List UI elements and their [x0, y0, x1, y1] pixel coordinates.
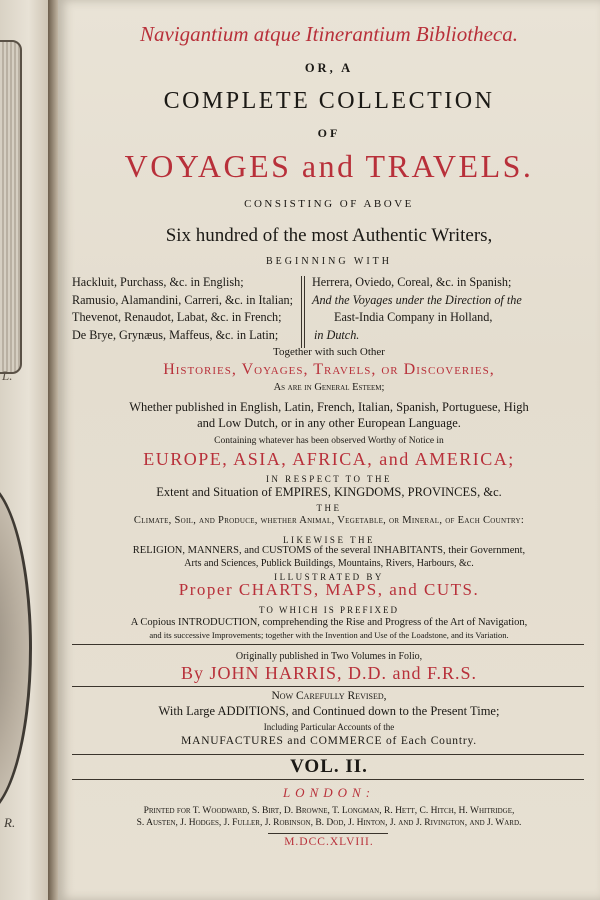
- complete-collection-heading: COMPLETE COLLECTION: [163, 88, 495, 114]
- beginning-with-line: BEGINNING WITH: [266, 256, 392, 267]
- writers-left-item: Thevenot, Renaudot, Labat, &c. in French;: [72, 310, 282, 324]
- of-line: OF: [317, 126, 341, 140]
- writers-right-column: [312, 274, 522, 344]
- as-are-in-line: As are in General Esteem;: [273, 382, 385, 393]
- in-respect-to-the-line: IN RESPECT TO THE: [265, 474, 393, 484]
- engraving-script-top: L.: [2, 368, 13, 383]
- engraving-portrait-oval: [0, 480, 32, 816]
- column-divider: [304, 276, 305, 348]
- engraving-script-bottom: R.: [4, 815, 16, 830]
- extent-line: Extent and Situation of EMPIRES, KINGDOMS, PROVINCES, &c.: [156, 485, 502, 499]
- histories-line: Histories, Voyages, Travels, or Discoveries,: [163, 361, 495, 378]
- together-with-line: Together with such Other: [273, 346, 385, 358]
- with-large-additions-line: With Large ADDITIONS, and Continued down to the Present Time;: [158, 704, 500, 718]
- writers-right-item: East-India Company in Holland,: [334, 310, 493, 324]
- proper-charts-line: Proper CHARTS, MAPS, and CUTS.: [178, 580, 480, 599]
- whether-published-line-2: and Low Dutch, or in any other European Language.: [197, 416, 461, 430]
- to-which-is-prefixed-line: TO WHICH IS PREFIXED: [259, 605, 399, 615]
- continents-line: EUROPE, ASIA, AFRICA, and AMERICA;: [143, 449, 515, 469]
- horizontal-rule: [72, 779, 584, 780]
- whether-published-line-1: Whether published in English, Latin, French, Italian, Spanish, Portuguese, High: [129, 400, 529, 414]
- originally-published-line: Originally published in Two Volumes in Folio,: [235, 651, 423, 662]
- manufactures-line: MANUFACTURES and COMMERCE of Each Country.: [181, 735, 477, 747]
- engraving-plate-top: [0, 40, 22, 374]
- arts-line: Arts and Sciences, Publick Buildings, Mountains, Rivers, Harbours, &c.: [184, 558, 474, 569]
- title-page: [58, 0, 600, 900]
- writers-left-item: Hackluit, Purchass, &c. in English;: [72, 275, 244, 289]
- horizontal-rule: [72, 754, 584, 755]
- including-particular-line: Including Particular Accounts of the: [263, 722, 395, 732]
- consisting-of-above-line: CONSISTING OF ABOVE: [244, 198, 414, 210]
- writers-left-item: Ramusio, Alamandini, Carreri, &c. in Italian;: [72, 292, 294, 307]
- introduction-line-2: and its successive Improvements; together with the Invention and Use of the Loadstone, and its Variation.: [149, 630, 509, 640]
- climate-line: Climate, Soil, and Produce, whether Animal, Vegetable, or Mineral, of Each Country:: [133, 515, 525, 526]
- horizontal-rule: [72, 686, 584, 687]
- column-divider: [301, 276, 302, 348]
- horizontal-rule: [72, 644, 584, 645]
- writers-right-item: And the Voyages under the Direction of the: [312, 292, 522, 307]
- latin-title: Navigantium atque Itinerantium Bibliotheca.: [140, 22, 518, 46]
- writers-left-column: [72, 274, 293, 344]
- the-line: THE: [316, 503, 342, 513]
- writers-right-item: in Dutch.: [314, 327, 360, 342]
- printers-line-1: Printed for T. Woodward, S. Birt, D. Browne, T. Longman, R. Hett, C. Hitch, H. Whitridge,: [143, 806, 515, 816]
- frontispiece-page: [0, 0, 52, 900]
- short-rule: [268, 833, 388, 834]
- london-line: LONDON:: [282, 785, 376, 800]
- now-carefully-revised-line: Now Carefully Revised,: [271, 690, 387, 702]
- introduction-line-1: A Copious INTRODUCTION, comprehending the Rise and Progress of the Art of Navigation,: [130, 617, 528, 628]
- six-hundred-writers-line: Six hundred of the most Authentic Writers,: [165, 225, 493, 246]
- volume-line: VOL. II.: [290, 756, 368, 777]
- or-a-line: OR, A: [304, 61, 354, 75]
- printers-line-2: S. Austen, J. Hodges, J. Fuller, J. Robinson, B. Dod, J. Hinton, J. and J. Rivington, and J. Ward.: [136, 818, 522, 828]
- voyages-and-travels-heading: VOYAGES and TRAVELS.: [124, 148, 534, 184]
- illustrated-by-line: ILLUSTRATED BY: [274, 572, 384, 582]
- writers-right-item: Herrera, Oviedo, Coreal, &c. in Spanish;: [312, 275, 512, 289]
- religion-line: RELIGION, MANNERS, and CUSTOMS of the several INHABITANTS, their Government,: [132, 545, 526, 556]
- date-line: M.DCC.XLVIII.: [284, 836, 374, 848]
- writers-left-item: De Brye, Grynæus, Maffeus, &c. in Latin;: [72, 327, 279, 342]
- likewise-the-line: LIKEWISE THE: [282, 535, 376, 545]
- author-line: By JOHN HARRIS, D.D. and F.R.S.: [180, 663, 478, 683]
- containing-whatever-line: Containing whatever has been observed Worthy of Notice in: [214, 436, 444, 446]
